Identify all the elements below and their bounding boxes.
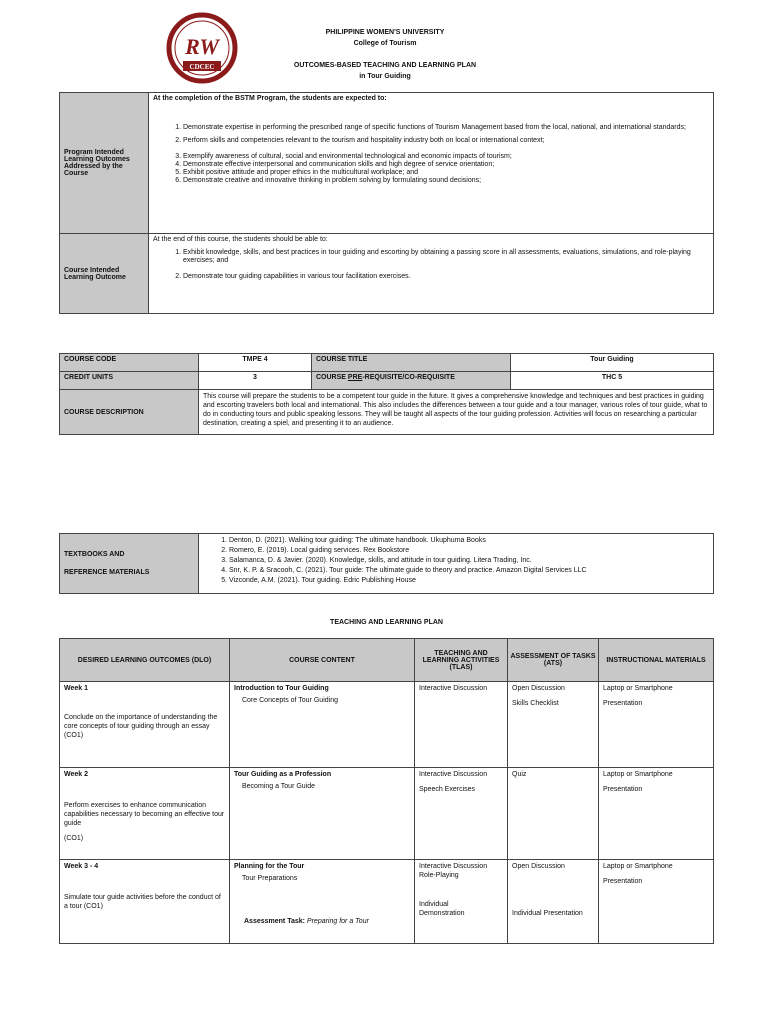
week-label: Week 3 - 4 xyxy=(64,863,99,870)
material-item: Presentation xyxy=(603,700,643,707)
textbook-item: 1. Denton, D. (2021). Walking tour guiding: The ultimate handbook. Ukuphuma Books xyxy=(229,536,709,546)
cilo-item: 2. Demonstrate tour guiding capabilities in various tour facilitation exercises. xyxy=(183,273,709,281)
pilo-label: Program Intended Learning Outcomes Addressed by the Course xyxy=(60,93,149,234)
prereq: THC 5 xyxy=(511,372,714,390)
dlo-co: (CO1) xyxy=(64,835,84,842)
course-description: This course will prepare the students to be a competent tour guide in the future. It gives a comprehensive knowledge and techniques and best practices in guiding and escorting travelers both local and international. This also includes the differences between a tour guide and a tour manager, various roles of tour guide, what to do in conducting tours and public speaking lessons. They will be taught all aspects of the tour guiding profession. Activities will focus on researching a particular destination, creating a spiel, and presenting it to an audience. xyxy=(199,390,714,435)
pilo-item: 6. Demonstrate creative and innovative thinking in problem solving by formulating sound decisions; xyxy=(183,177,709,185)
logo-text: RW xyxy=(185,34,219,59)
material-item: Laptop or Smartphone xyxy=(603,771,673,778)
pilo-item: 3. Exemplify awareness of cultural, social and environmental technological and economic impacts of tourism; xyxy=(183,153,709,161)
tlas-item: Interactive Discussion xyxy=(419,771,488,778)
cilo-intro: At the end of this course, the students should be able to: xyxy=(153,236,328,243)
tlas-item: Individual Demonstration xyxy=(419,901,465,917)
dlo-text: Perform exercises to enhance communication capabilities necessary to becoming an effective tour guide xyxy=(64,802,225,827)
dlo-text: Simulate tour guide activities before the conduct of a tour (CO1) xyxy=(64,894,221,910)
table-row xyxy=(60,682,714,768)
course-title-label: COURSE TITLE xyxy=(312,354,511,372)
cilo-list xyxy=(153,249,709,281)
college-name: College of Tourism xyxy=(353,40,417,47)
header-tlas: TEACHING AND LEARNING ACTIVITIES (TLAS) xyxy=(415,639,508,682)
textbooks-label: TEXTBOOKS AND REFERENCE MATERIALS xyxy=(60,534,199,594)
textbooks-list xyxy=(203,536,709,586)
textbook-item: 5. Vizconde, A.M. (2021). Tour guiding. Edric Publishing House xyxy=(229,576,709,586)
topic: Tour Guiding as a Profession xyxy=(234,771,332,778)
tlas-item: Interactive Discussion Role-Playing xyxy=(419,863,488,879)
textbook-item: 3. Salamanca, D. & Javier. (2020). Knowledge, skills, and attitude in tour guiding. Litera Trading, Inc. xyxy=(229,556,709,566)
subtopic: Becoming a Tour Guide xyxy=(242,783,316,790)
pilo-intro: At the completion of the BSTM Program, the students are expected to: xyxy=(153,95,387,102)
plan-title: OUTCOMES-BASED TEACHING AND LEARNING PLAN xyxy=(293,62,477,69)
course-description-label: COURSE DESCRIPTION xyxy=(60,390,199,435)
teaching-plan-title: TEACHING AND LEARNING PLAN xyxy=(330,619,443,626)
pilo-item: 5. Exhibit positive attitude and proper ethics in the multicultural workplace; and xyxy=(183,169,709,177)
teaching-plan-table xyxy=(59,638,714,944)
prereq-label: COURSE PRE-REQUISITE/CO-REQUISITE xyxy=(312,372,511,390)
subtopic: Tour Preparations xyxy=(242,875,298,882)
subtopic: Core Concepts of Tour Guiding xyxy=(242,697,338,704)
material-item: Laptop or Smartphone xyxy=(603,863,673,870)
pilo-item: 2. Perform skills and competencies relevant to the tourism and hospitality industry both on local or international context; xyxy=(183,137,709,145)
assessment-task: Assessment Task: Preparing for a Tour xyxy=(244,918,369,925)
course-code: TMPE 4 xyxy=(199,354,312,372)
header-ats: ASSESSMENT OF TASKS (ATS) xyxy=(508,639,599,682)
pilo-item: 4. Demonstrate effective interpersonal and communication skills and high degree of service orientation; xyxy=(183,161,709,169)
course-title: Tour Guiding xyxy=(511,354,714,372)
logo-subtext: CDCEC xyxy=(189,63,215,71)
material-item: Laptop or Smartphone xyxy=(603,685,673,692)
ats-item: Quiz xyxy=(512,771,527,778)
header-dlo: DESIRED LEARNING OUTCOMES (DLO) xyxy=(60,639,230,682)
credit-units: 3 xyxy=(199,372,312,390)
tlas-item: Interactive Discussion xyxy=(419,685,488,692)
topic: Introduction to Tour Guiding xyxy=(234,685,329,692)
header-materials: INSTRUCTIONAL MATERIALS xyxy=(599,639,714,682)
textbooks-table xyxy=(59,533,714,594)
material-item: Presentation xyxy=(603,786,643,793)
ats-item: Open Discussion xyxy=(512,863,565,870)
ats-item: Open Discussion xyxy=(512,685,565,692)
table-row xyxy=(60,768,714,860)
textbook-item: 4. Snr, K. P. & Sracooh, C. (2021). Tour guide: The ultimate guide to theory and practice. Amazon Digital Services LLC xyxy=(229,566,709,576)
header-content: COURSE CONTENT xyxy=(230,639,415,682)
week-label: Week 2 xyxy=(64,771,88,778)
outcomes-table xyxy=(59,92,714,314)
ats-item: Skills Checklist xyxy=(512,700,559,707)
ats-item: Individual Presentation xyxy=(512,910,583,917)
table-row xyxy=(60,860,714,944)
tlas-item: Speech Exercises xyxy=(419,786,476,793)
textbook-item: 2. Romero, E. (2019). Local guiding services. Rex Bookstore xyxy=(229,546,709,556)
credit-units-label: CREDIT UNITS xyxy=(60,372,199,390)
topic: Planning for the Tour xyxy=(234,863,305,870)
pilo-list xyxy=(153,124,709,185)
course-table xyxy=(59,353,714,435)
plan-subject: in Tour Guiding xyxy=(359,73,411,80)
cilo-item: 1. Exhibit knowledge, skills, and best practices in tour guiding and escorting by obtaining a passing score in all assessments, evaluations, simulations, and role-playing exercises; and xyxy=(183,249,709,265)
cilo-label: Course Intended Learning Outcome xyxy=(60,234,149,314)
week-label: Week 1 xyxy=(64,685,88,692)
pilo-item: 1. Demonstrate expertise in performing the prescribed range of specific functions of Tourism Management based from the local, national, and international standards; xyxy=(183,124,709,132)
university-logo xyxy=(166,12,238,84)
material-item: Presentation xyxy=(603,878,643,885)
university-name: PHILIPPINE WOMEN'S UNIVERSITY xyxy=(325,29,445,36)
course-code-label: COURSE CODE xyxy=(60,354,199,372)
dlo-text: Conclude on the importance of understanding the core concepts of tour guiding through an essay (CO1) xyxy=(64,714,218,739)
